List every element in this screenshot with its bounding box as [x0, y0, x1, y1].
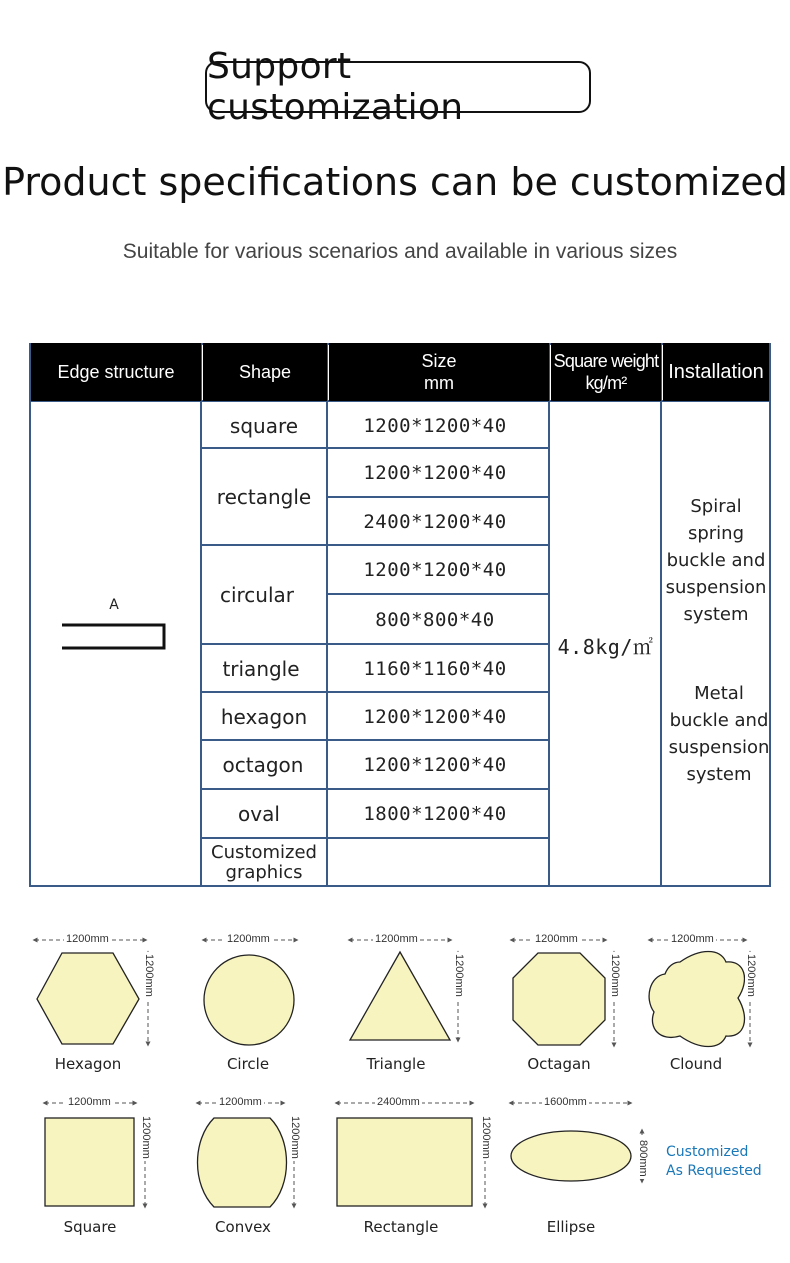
hexagon-width-label: 1200mm	[66, 933, 109, 945]
hexagon-shape	[37, 953, 139, 1044]
size-triangle: 1160*1160*40	[363, 657, 507, 680]
ellipse-label: Ellipse	[546, 1218, 596, 1236]
rectangle-shape	[337, 1118, 472, 1206]
convex-label: Convex	[215, 1218, 271, 1236]
size-rectangle-2: 2400*1200*40	[363, 510, 507, 533]
size-square: 1200*1200*40	[363, 414, 507, 437]
cloud-shape	[649, 952, 744, 1047]
octagon-height-label: 1200mm	[609, 954, 621, 997]
octagon-shape	[513, 953, 605, 1045]
installation-metal-buckle: Metal buckle and suspension system	[668, 683, 770, 785]
shape-circular: circular	[219, 583, 295, 607]
size-octagon: 1200*1200*40	[363, 754, 507, 776]
shape-rectangle: rectangle	[216, 485, 312, 509]
ellipse-shape	[511, 1131, 631, 1181]
circle-label: Circle	[226, 1055, 270, 1073]
cloud-label: Clound	[669, 1055, 723, 1073]
triangle-height-label: 1200mm	[453, 954, 465, 997]
shape-customized-graphics: Customized graphics	[211, 841, 317, 883]
edge-label: A	[109, 597, 119, 613]
triangle-label: Triangle	[366, 1055, 426, 1073]
convex-width-label: 1200mm	[219, 1096, 262, 1108]
size-oval: 1800*1200*40	[363, 803, 507, 825]
customized-as-requested-note: Customized As Requested	[666, 1144, 762, 1179]
size-circular-1: 1200*1200*40	[363, 559, 507, 581]
header-installation: Installation	[663, 343, 769, 401]
cloud-height-label: 1200mm	[745, 954, 757, 997]
convex-shape	[198, 1118, 287, 1207]
shape-octagon: octagon	[222, 753, 304, 777]
octagon-label: Octagan	[527, 1055, 591, 1073]
page-title: Product specifications can be customized	[2, 160, 788, 204]
size-hexagon: 1200*1200*40	[363, 705, 507, 728]
shape-diagrams	[0, 920, 790, 1260]
rectangle-height-label: 1200mm	[480, 1116, 492, 1159]
edge-structure-drawing	[62, 625, 164, 648]
header-edge-structure: Edge structure	[31, 343, 201, 401]
square-shape	[45, 1118, 134, 1206]
convex-height-label: 1200mm	[289, 1116, 301, 1159]
header-shape: Shape	[203, 343, 327, 401]
page-subtitle: Suitable for various scenarios and available in various sizes	[122, 240, 678, 263]
square-height-label: 1200mm	[140, 1116, 152, 1159]
size-rectangle-1: 1200*1200*40	[363, 462, 507, 484]
cloud-width-label: 1200mm	[671, 933, 714, 945]
hexagon-height-label: 1200mm	[143, 954, 155, 997]
square-weight-value: 4.8kg/㎡	[557, 634, 654, 659]
triangle-width-label: 1200mm	[375, 933, 418, 945]
circle-width-label: 1200mm	[227, 933, 270, 945]
spec-table	[29, 343, 771, 887]
square-width-label: 1200mm	[68, 1096, 111, 1108]
rectangle-width-label: 2400mm	[377, 1096, 420, 1108]
support-customization-badge: Support customization	[205, 61, 591, 113]
hexagon-label: Hexagon	[54, 1055, 122, 1073]
shape-triangle: triangle	[222, 656, 300, 681]
installation-spiral-spring: Spiral spring buckle and suspension system	[665, 496, 767, 625]
square-label: Square	[63, 1218, 117, 1236]
rectangle-label: Rectangle	[363, 1218, 439, 1236]
shape-square: square	[229, 413, 299, 438]
octagon-width-label: 1200mm	[535, 933, 578, 945]
triangle-shape	[350, 952, 450, 1040]
ellipse-width-label: 1600mm	[544, 1096, 587, 1108]
size-circular-2: 800*800*40	[375, 608, 495, 631]
shape-oval: oval	[238, 802, 280, 826]
circle-shape	[204, 955, 294, 1045]
shape-hexagon: hexagon	[220, 704, 308, 729]
ellipse-height-label: 800mm	[637, 1140, 649, 1177]
header-size: Size mm	[329, 343, 549, 401]
header-square-weight: Square weight kg/m²	[551, 343, 661, 401]
